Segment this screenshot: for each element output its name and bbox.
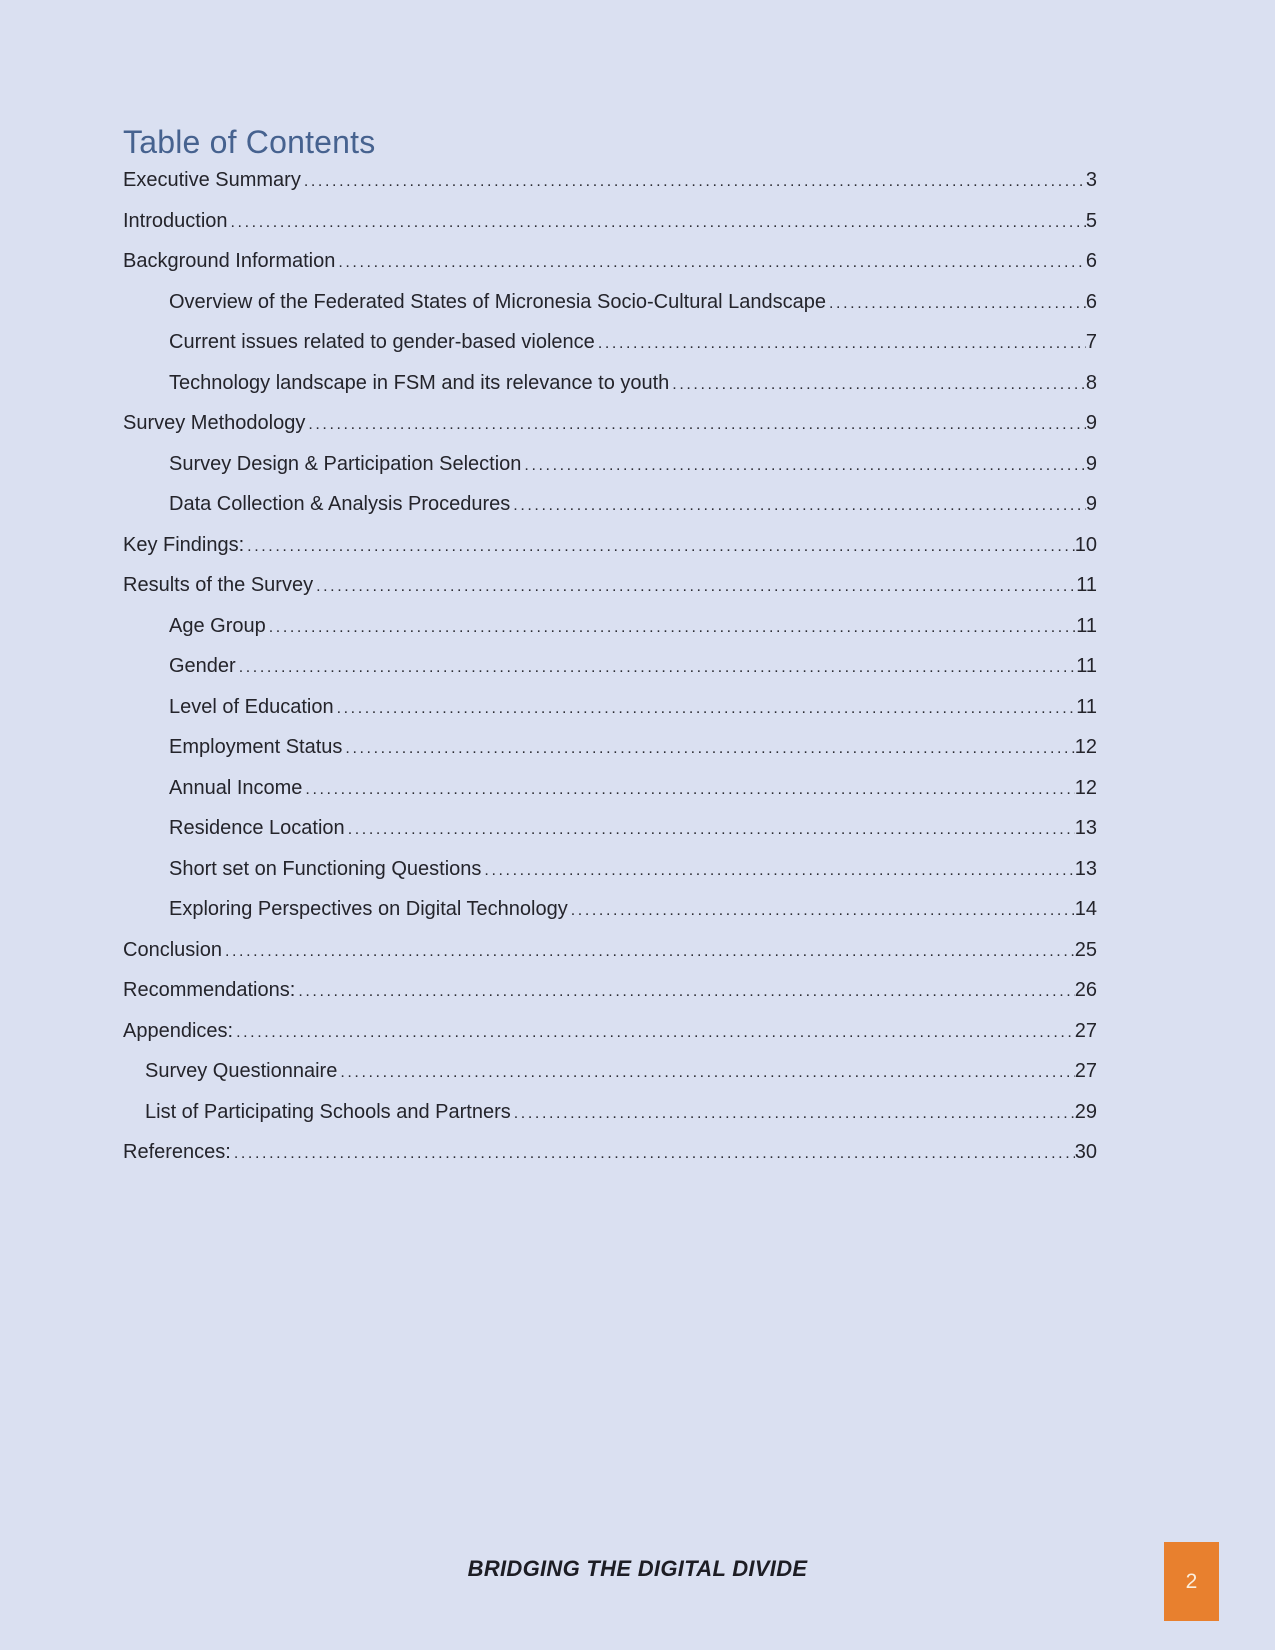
toc-entry[interactable] xyxy=(123,778,1097,800)
toc-entry-page: 10 xyxy=(1074,533,1097,556)
toc-page xyxy=(123,124,1097,1183)
dot-leader xyxy=(244,537,1075,557)
page-number-badge xyxy=(1164,1542,1219,1621)
toc-entry-page: 14 xyxy=(1074,898,1097,920)
toc-entry-page: 9 xyxy=(1085,452,1097,475)
toc-entry-label: Survey Methodology xyxy=(123,412,306,434)
toc-entry-label: Data Collection & Analysis Procedures xyxy=(169,493,511,515)
toc-entry[interactable] xyxy=(123,1021,1097,1043)
toc-entry-page: 26 xyxy=(1074,979,1097,1001)
toc-entry-label: Recommendations: xyxy=(123,979,296,1001)
toc-entry[interactable] xyxy=(123,1142,1097,1164)
toc-entry-label: Residence Location xyxy=(169,817,345,839)
toc-entry-label: Current issues related to gender-based violence xyxy=(169,331,595,353)
toc-entry[interactable] xyxy=(123,980,1097,1002)
toc-entry[interactable] xyxy=(123,332,1097,354)
dot-leader xyxy=(233,1023,1075,1043)
toc-entry-page: 3 xyxy=(1085,169,1097,191)
dot-leader xyxy=(568,901,1075,921)
toc-entry-page: 5 xyxy=(1085,209,1097,232)
toc-entry-page: 11 xyxy=(1076,614,1097,637)
dot-leader xyxy=(345,820,1075,840)
dot-leader xyxy=(511,1104,1075,1124)
page-title: Table of Contents xyxy=(123,124,376,160)
page-number: 2 xyxy=(1185,1569,1198,1593)
toc-entry-label: Appendices: xyxy=(123,1019,234,1042)
dot-leader xyxy=(266,618,1077,638)
toc-entry[interactable] xyxy=(123,575,1097,597)
toc-entry[interactable] xyxy=(123,373,1097,395)
toc-entry[interactable] xyxy=(123,170,1097,192)
toc-entry-label: Conclusion xyxy=(123,938,222,961)
toc-entry-label: References: xyxy=(123,1141,231,1163)
toc-entry-label: Background Information xyxy=(123,250,336,272)
dot-leader xyxy=(521,456,1085,476)
dot-leader xyxy=(313,577,1076,597)
toc-entry-label: Key Findings: xyxy=(123,533,245,556)
dot-leader xyxy=(302,780,1074,800)
toc-entry-label: Survey Design & Participation Selection xyxy=(169,452,522,475)
dot-leader xyxy=(342,739,1074,759)
toc-entry[interactable] xyxy=(123,211,1097,233)
toc-entry-label: Gender xyxy=(169,655,236,677)
dot-leader xyxy=(228,213,1086,233)
toc-entry[interactable] xyxy=(123,535,1097,557)
dot-leader xyxy=(301,172,1086,192)
toc-entry-page: 11 xyxy=(1076,574,1097,596)
dot-leader xyxy=(231,1144,1075,1164)
dot-leader xyxy=(305,415,1086,435)
toc-entry-label: Introduction xyxy=(123,209,228,232)
toc-entry-label: Level of Education xyxy=(169,695,334,718)
toc-entry-label: Overview of the Federated States of Micronesia Socio-Cultural Landscape xyxy=(169,290,827,313)
toc-entry-page: 12 xyxy=(1074,736,1097,758)
toc-entry-page: 7 xyxy=(1085,331,1097,353)
toc-entry[interactable] xyxy=(123,616,1097,638)
dot-leader xyxy=(595,334,1086,354)
toc-entry-page: 8 xyxy=(1085,371,1097,394)
toc-entry[interactable] xyxy=(123,251,1097,273)
toc-entry[interactable] xyxy=(123,292,1097,314)
toc-entry-page: 30 xyxy=(1074,1141,1097,1163)
toc-entry[interactable] xyxy=(123,413,1097,435)
toc-entry[interactable] xyxy=(123,697,1097,719)
dot-leader xyxy=(222,942,1075,962)
toc-entry[interactable] xyxy=(123,656,1097,678)
toc-entry[interactable] xyxy=(123,818,1097,840)
toc-entry-page: 25 xyxy=(1074,938,1097,961)
dot-leader xyxy=(236,658,1077,678)
dot-leader xyxy=(826,294,1086,314)
toc-list xyxy=(123,170,1097,1164)
toc-entry-label: Exploring Perspectives on Digital Technology xyxy=(169,898,568,920)
toc-entry-page: 11 xyxy=(1076,695,1097,718)
toc-entry-label: Survey Questionnaire xyxy=(145,1060,338,1082)
toc-entry-page: 6 xyxy=(1085,250,1097,272)
toc-entry[interactable] xyxy=(123,454,1097,476)
toc-entry-page: 9 xyxy=(1085,493,1097,515)
toc-entry[interactable] xyxy=(123,940,1097,962)
toc-entry-label: Short set on Functioning Questions xyxy=(169,857,482,880)
dot-leader xyxy=(337,1063,1074,1083)
toc-entry[interactable] xyxy=(123,859,1097,881)
toc-entry-page: 27 xyxy=(1074,1060,1097,1082)
toc-entry-label: Annual Income xyxy=(169,776,303,799)
dot-leader xyxy=(510,496,1086,516)
toc-entry[interactable] xyxy=(123,737,1097,759)
toc-entry-label: Employment Status xyxy=(169,736,343,758)
toc-entry[interactable] xyxy=(123,1102,1097,1124)
toc-entry-page: 6 xyxy=(1085,290,1097,313)
toc-entry-page: 12 xyxy=(1074,776,1097,799)
toc-entry-label: Age Group xyxy=(169,614,266,637)
dot-leader xyxy=(669,375,1086,395)
toc-entry-label: Executive Summary xyxy=(123,169,301,191)
toc-entry-label: Results of the Survey xyxy=(123,574,314,596)
toc-entry-label: List of Participating Schools and Partners xyxy=(145,1100,511,1123)
toc-entry-page: 27 xyxy=(1074,1019,1097,1042)
toc-entry-page: 9 xyxy=(1085,412,1097,434)
dot-leader xyxy=(481,861,1074,881)
toc-entry-label: Technology landscape in FSM and its relevance to youth xyxy=(169,371,670,394)
toc-entry[interactable] xyxy=(123,899,1097,921)
toc-entry-page: 13 xyxy=(1074,857,1097,880)
toc-entry[interactable] xyxy=(123,1061,1097,1083)
toc-entry-page: 29 xyxy=(1074,1100,1097,1123)
dot-leader xyxy=(334,699,1077,719)
dot-leader xyxy=(295,982,1074,1002)
toc-entry-page: 13 xyxy=(1074,817,1097,839)
footer-running-title: BRIDGING THE DIGITAL DIVIDE xyxy=(467,1556,808,1581)
dot-leader xyxy=(335,253,1086,273)
toc-entry-page: 11 xyxy=(1076,655,1097,677)
toc-entry[interactable] xyxy=(123,494,1097,516)
